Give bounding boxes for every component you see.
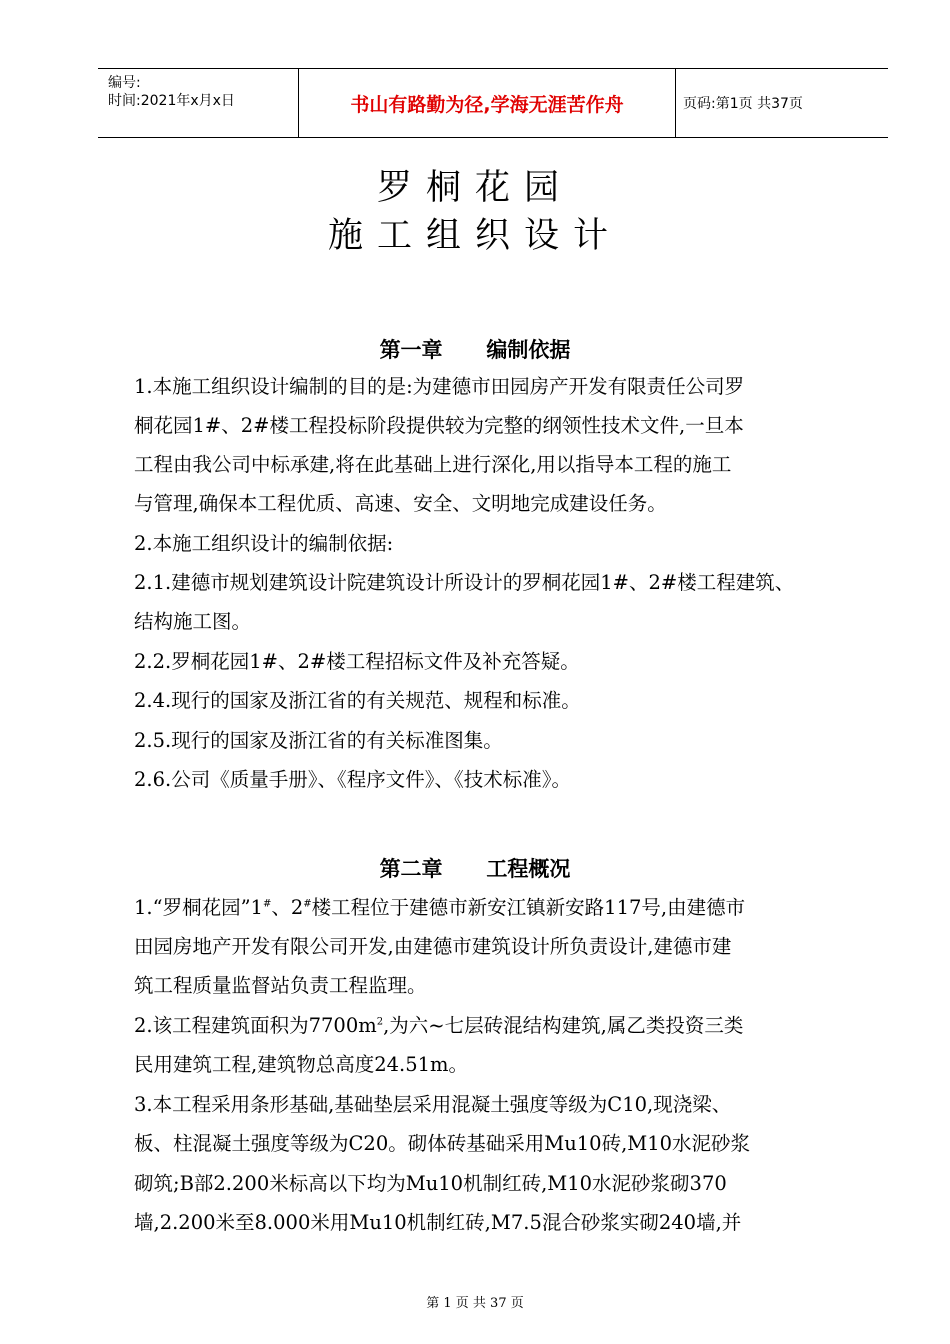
chapter1-line: 桐花园1#、2#楼工程投标阶段提供较为完整的纲领性技术文件,一旦本 [134,414,744,437]
page-footer: 第 1 页 共 37 页 [426,1296,524,1311]
chapter2-line: 墙,2.200米至8.000米用Mu10机制红砖,M7.5混合砂浆实砌240墙,并 [134,1211,742,1234]
chapter2-line: 砌筑;B部2.200米标高以下均为Mu10机制红砖,M10水泥砂浆砌370 [134,1172,727,1195]
chapter2-line1-c: 楼工程位于建德市新安江镇新安路117号,由建德市 [311,896,746,919]
chapter2-line: 田园房地产开发有限公司开发,由建德市建筑设计所负责设计,建德市建 [134,935,732,958]
chapter2-line: 民用建筑工程,建筑物总高度24.51m。 [134,1053,469,1076]
chapter1-line: 2.5.现行的国家及浙江省的有关标准图集。 [134,729,503,752]
chapter2-line4-a: 2.该工程建筑面积为7700m [134,1014,377,1037]
header-middle-cell [298,69,676,137]
chapter2-heading: 第二章 工程概况 [379,857,571,881]
time-label: 时间:2021年x月x日 [108,93,235,109]
chapter1-line: 1.本施工组织设计编制的目的是:为建德市田园房产开发有限责任公司罗 [134,375,745,398]
header-left-cell [98,69,298,137]
chapter1-line: 2.4.现行的国家及浙江省的有关规范、规程和标准。 [134,689,581,712]
serial-label: 编号: [108,75,141,91]
chapter2-line1-sup2: # [303,898,312,910]
page-code: 页码:第1页 共37页 [683,96,803,112]
chapter1-line: 工程由我公司中标承建,将在此基础上进行深化,用以指导本工程的施工 [134,453,732,476]
chapter1-line: 结构施工图。 [134,610,252,633]
chapter1-line: 2.6.公司《质量手册》、《程序文件》、《技术标准》。 [134,768,571,791]
chapter2-line1-b: 、2 [271,896,304,919]
chapter2-line4-b: ,为六~七层砖混结构建筑,属乙类投资三类 [383,1014,744,1037]
chapter2-line [134,1013,743,1039]
chapter2-line4-sup: 2 [376,1016,384,1028]
document-title-line2: 施工组织设计 [327,216,622,256]
header-right-cell [675,69,896,137]
page-header [98,68,888,138]
motto: 书山有路勤为径,学海无涯苦作舟 [350,93,624,116]
chapter1-line: 2.1.建德市规划建筑设计院建筑设计所设计的罗桐花园1#、2#楼工程建筑、 [134,571,795,594]
chapter2-line1-a: 1.“罗桐花园”1 [134,896,263,919]
chapter1-heading: 第一章 编制依据 [379,338,571,362]
chapter2-line: 3.本工程采用条形基础,基础垫层采用混凝土强度等级为C10,现浇梁、 [134,1093,732,1116]
chapter2-line [134,895,745,921]
chapter1-line: 2.2.罗桐花园1#、2#楼工程招标文件及补充答疑。 [134,650,580,673]
chapter1-line: 2.本施工组织设计的编制依据: [134,532,394,555]
chapter2-line1-sup1: # [262,898,272,910]
chapter1-line: 与管理,确保本工程优质、高速、安全、文明地完成建设任务。 [134,492,667,515]
chapter2-line: 板、柱混凝土强度等级为C20。砌体砖基础采用Mu10砖,M10水泥砂浆 [134,1132,751,1155]
chapter2-line: 筑工程质量监督站负责工程监理。 [134,974,427,997]
document-title-line1: 罗桐花园 [376,168,573,208]
